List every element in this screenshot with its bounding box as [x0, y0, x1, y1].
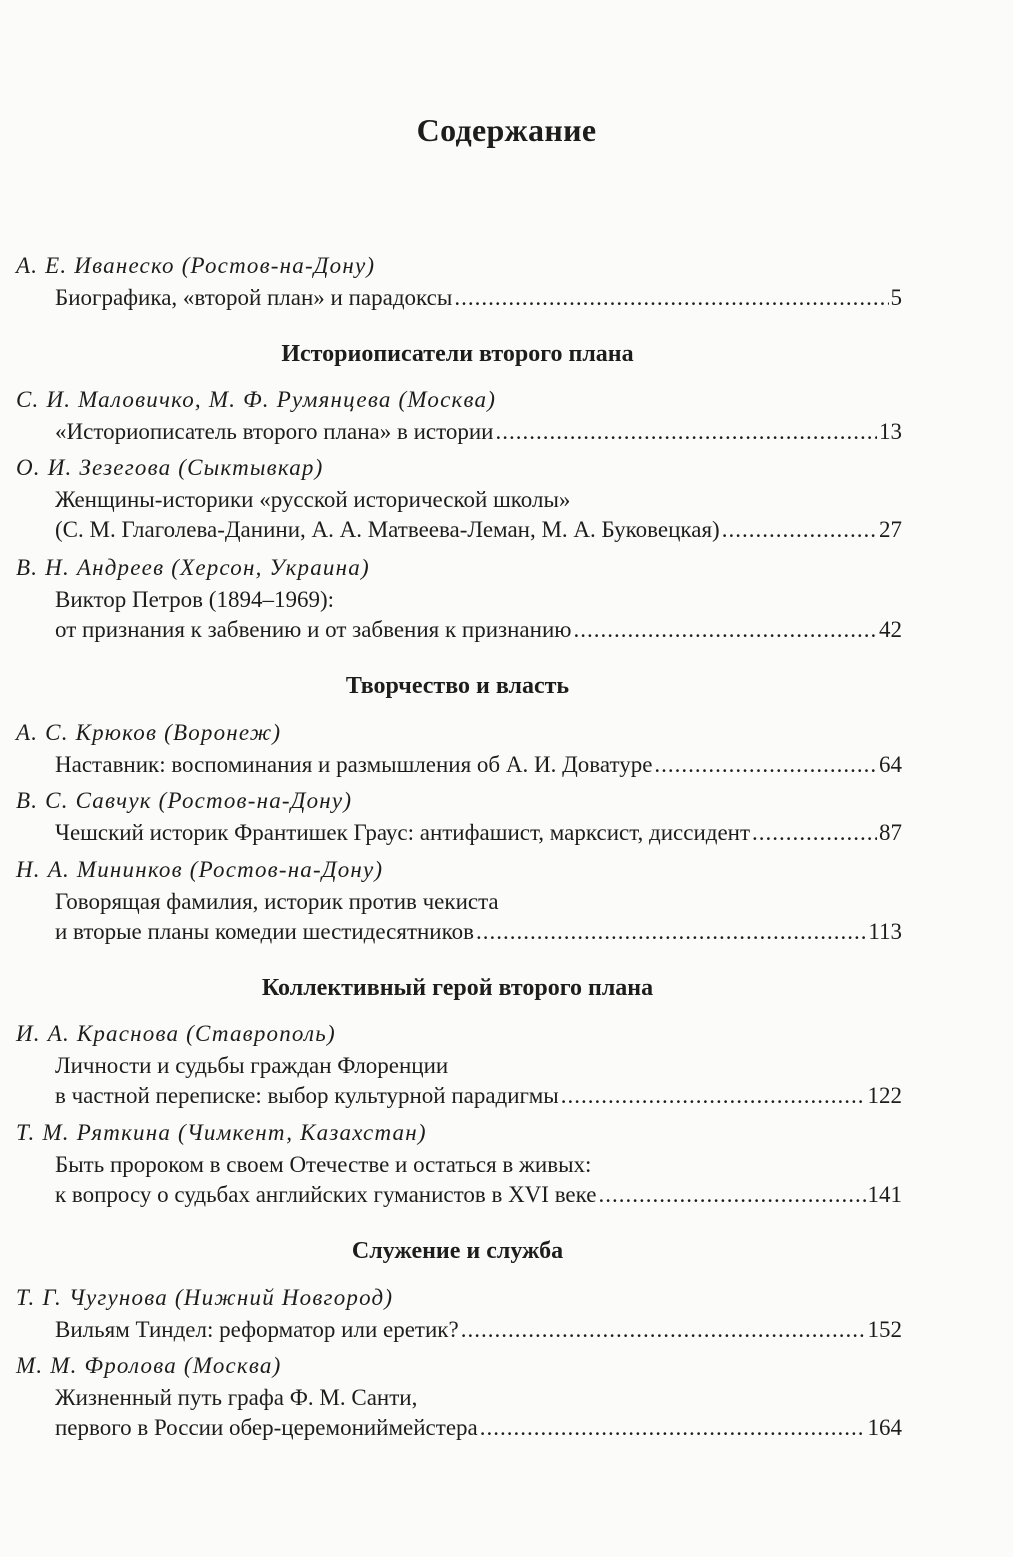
entry-author: В. С. Савчук (Ростов-на-Дону)	[16, 788, 353, 813]
section-heading: Творчество и власть	[345, 673, 570, 699]
entry-title-line	[55, 1415, 902, 1441]
leader-dots	[722, 517, 877, 543]
entry-title-text: (С. М. Глаголева-Данини, А. А. Матвеева-Леман, М. А. Буковецкая)	[55, 517, 720, 542]
entry-author: А. С. Крюков (Воронеж)	[16, 720, 282, 745]
entry-title-text: от признания к забвению и от забвения к признанию	[55, 617, 572, 642]
section-heading: Служение и служба	[351, 1238, 564, 1264]
page-number: 13	[879, 419, 902, 444]
leader-dots	[654, 752, 877, 778]
page-title: Содержание	[416, 112, 597, 148]
page-number: 141	[867, 1182, 902, 1207]
entry-author: О. И. Зезегова (Сыктывкар)	[16, 455, 324, 480]
entry-title-text: Чешский историк Франтишек Граус: антифашист, марксист, диссидент	[55, 820, 751, 845]
entry-title-line	[55, 419, 902, 445]
page-number: 113	[868, 919, 902, 944]
entry-author: С. И. Маловичко, М. Ф. Румянцева (Москва)	[16, 387, 497, 412]
section-heading: Историописатели второго плана	[281, 341, 634, 367]
leader-dots	[495, 419, 877, 445]
entry-title-line	[55, 517, 902, 543]
page-number: 27	[879, 517, 902, 542]
leader-dots	[752, 820, 877, 846]
page-number: 164	[867, 1415, 902, 1440]
entry-title-line	[55, 820, 902, 846]
entry-title-line	[55, 1083, 902, 1109]
entry-title-line	[55, 1182, 902, 1208]
leader-dots	[561, 1083, 866, 1109]
page-number: 87	[879, 820, 902, 845]
entry-title-line	[55, 285, 902, 311]
entry-title-text: Вильям Тиндел: реформатор или еретик?	[55, 1317, 459, 1342]
entry-author: В. Н. Андреев (Херсон, Украина)	[16, 555, 370, 580]
leader-dots	[573, 617, 877, 643]
page-number: 122	[867, 1083, 902, 1108]
entry-title-line	[55, 752, 902, 778]
section-heading: Коллективный герой второго плана	[261, 975, 654, 1001]
entry-title-line: Виктор Петров (1894–1969):	[55, 587, 334, 612]
leader-dots	[480, 1415, 866, 1441]
entry-title-text: и вторые планы комедии шестидесятников	[55, 919, 474, 944]
entry-title-line	[55, 617, 902, 643]
leader-dots	[476, 919, 866, 945]
entry-title-text: в частной переписке: выбор культурной парадигмы	[55, 1083, 559, 1108]
entry-author: Т. Г. Чугунова (Нижний Новгород)	[16, 1285, 394, 1310]
entry-title-line: Быть пророком в своем Отечестве и остаться в живых:	[55, 1152, 592, 1177]
entry-title-line: Личности и судьбы граждан Флоренции	[55, 1053, 449, 1078]
entry-author: А. Е. Иванеско (Ростов-на-Дону)	[16, 253, 376, 278]
entry-title-line: Жизненный путь графа Ф. М. Санти,	[55, 1385, 418, 1410]
entry-author: И. А. Краснова (Ставрополь)	[16, 1021, 336, 1046]
entry-author: Н. А. Мининков (Ростов-на-Дону)	[16, 857, 384, 882]
leader-dots	[598, 1182, 865, 1208]
entry-title-text: к вопросу о судьбах английских гуманистов в XVI веке	[55, 1182, 597, 1207]
entry-title-line: Женщины-историки «русской исторической школы»	[55, 487, 571, 512]
entry-title-text: Наставник: воспоминания и размышления об А. И. Доватуре	[55, 752, 653, 777]
entry-title-line	[55, 1317, 902, 1343]
page-number: 42	[879, 617, 902, 642]
entry-author: Т. М. Ряткина (Чимкент, Казахстан)	[16, 1120, 427, 1145]
entry-title-text: «Историописатель второго плана» в истории	[55, 419, 494, 444]
page-number: 5	[890, 285, 902, 310]
entry-title-line	[55, 919, 902, 945]
entry-title-text: первого в России обер-церемониймейстера	[55, 1415, 478, 1440]
page-number: 152	[867, 1317, 902, 1342]
leader-dots	[454, 285, 888, 311]
entry-title-line: Говорящая фамилия, историк против чекиста	[55, 889, 499, 914]
leader-dots	[461, 1317, 866, 1343]
entry-title-text: Биографика, «второй план» и парадоксы	[55, 285, 453, 310]
entry-author: М. М. Фролова (Москва)	[16, 1353, 282, 1378]
page-number: 64	[879, 752, 902, 777]
